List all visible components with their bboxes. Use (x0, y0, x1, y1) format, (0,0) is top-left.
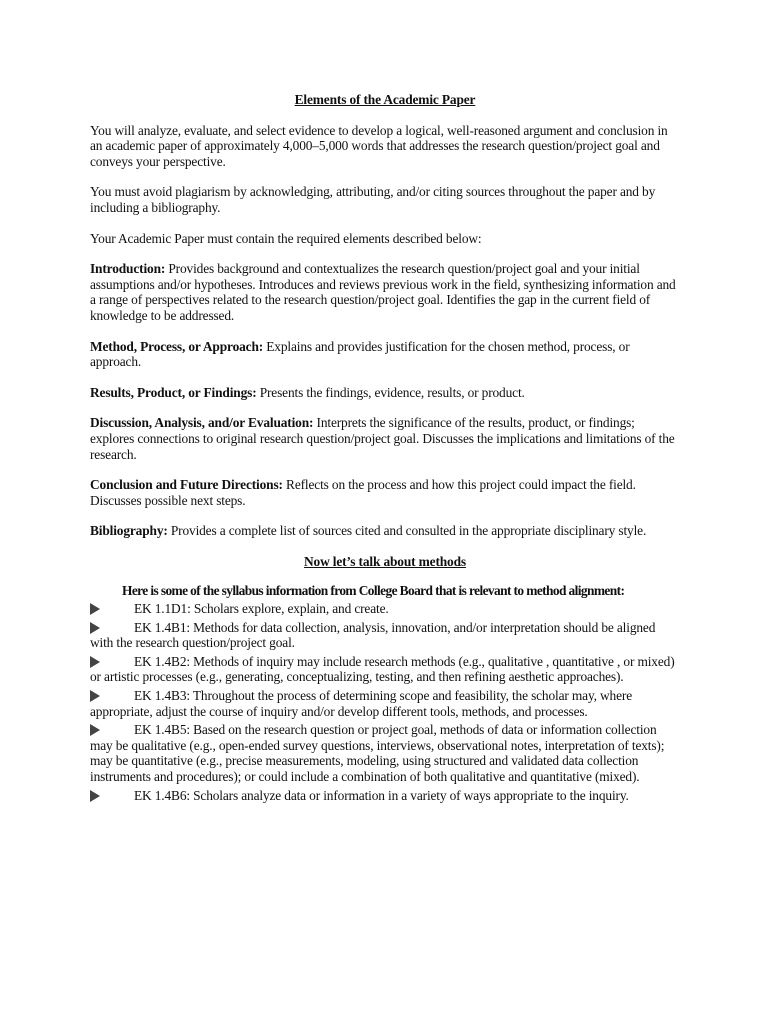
element-method (90, 339, 680, 370)
element-text: Presents the findings, evidence, results, or product. (256, 384, 525, 400)
ek-text: EK 1.4B5: Based on the research question or project goal, methods of data or information collection may be qualitative (e.g., open-ended survey questions, interviews, observational notes, interpretation of texts); may be quantitative (e.g., precise measurements, modeling, using structured and validated data collection instruments and procedures); or could include a combination of both qualitative and quantitative (mixed). (90, 722, 665, 784)
element-introduction (90, 261, 680, 323)
element-term: Conclusion and Future Directions: (90, 477, 283, 493)
element-bibliography (90, 523, 680, 539)
ek-text: EK 1.1D1: Scholars explore, explain, and create. (134, 601, 389, 617)
methods-title: Now let’s talk about methods (304, 553, 466, 569)
ek-text: EK 1.4B6: Scholars analyze data or information in a variety of ways appropriate to the inquiry. (134, 787, 629, 803)
element-term: Discussion, Analysis, and/or Evaluation: (90, 415, 314, 431)
element-results (90, 385, 680, 401)
triangle-right-icon (90, 724, 100, 736)
element-conclusion (90, 477, 680, 508)
syllabus-heading: Here is some of the syllabus information from College Board that is relevant to method alignment: (122, 583, 625, 599)
element-text: Explains and provides justification for the chosen method, process, or approach. (90, 338, 630, 370)
document-title: Elements of the Academic Paper (294, 92, 476, 107)
element-text: Provides a complete list of sources cited and consulted in the appropriate disciplinary style. (167, 523, 647, 539)
element-term: Introduction: (90, 261, 166, 277)
triangle-right-icon (90, 622, 100, 634)
list-item (90, 601, 680, 617)
intro-paragraph: You will analyze, evaluate, and select evidence to develop a logical, well-reasoned argument and conclusion in an academic paper of approximately 4,000–5,000 words that addresses the research question/project goal and conveys your perspective. (90, 122, 668, 169)
element-term: Bibliography: (90, 523, 168, 539)
ek-text: EK 1.4B3: Throughout the process of determining scope and feasibility, the scholar may, where appropriate, adjust the course of inquiry and/or develop different tools, methods, and processes. (90, 688, 632, 719)
list-item (90, 722, 680, 784)
element-text: Reflects on the process and how this project could impact the field. Discusses possible next steps. (90, 477, 636, 508)
triangle-right-icon (90, 690, 100, 702)
triangle-right-icon (90, 790, 100, 802)
intro-paragraph: You must avoid plagiarism by acknowledging, attributing, and/or citing sources throughout the paper and by including a bibliography. (90, 184, 656, 215)
element-text: Interprets the significance of the results, product, or findings; explores connections to original research question/project goal. Discusses the implications and limitations of the research. (90, 415, 675, 462)
element-text: Provides background and contextualizes the research question/project goal and your initial assumptions and/or hypotheses. Introduces and reviews previous work in the field, synthesizing information and a range of perspectives related to the research question/project goal. Identifies the gap in the current field of knowledge to be addressed. (90, 261, 676, 323)
list-item (90, 620, 680, 651)
ek-text: EK 1.4B2: Methods of inquiry may include research methods (e.g., qualitative , quantitative , or mixed) or artistic processes (e.g., generating, conceptualizing, testing, and then refining aesthetic approaches). (90, 653, 675, 685)
triangle-right-icon (90, 603, 100, 615)
element-term: Results, Product, or Findings: (90, 384, 257, 400)
intro-paragraph: Your Academic Paper must contain the required elements described below: (90, 230, 482, 246)
ek-list (90, 601, 680, 803)
element-discussion (90, 415, 680, 462)
list-item (90, 654, 680, 685)
document-page (90, 92, 680, 806)
list-item (90, 688, 680, 719)
element-term: Method, Process, or Approach: (90, 338, 264, 354)
triangle-right-icon (90, 656, 100, 668)
ek-text: EK 1.4B1: Methods for data collection, analysis, innovation, and/or interpretation should be aligned with the research question/project goal. (90, 619, 656, 651)
list-item (90, 788, 680, 804)
